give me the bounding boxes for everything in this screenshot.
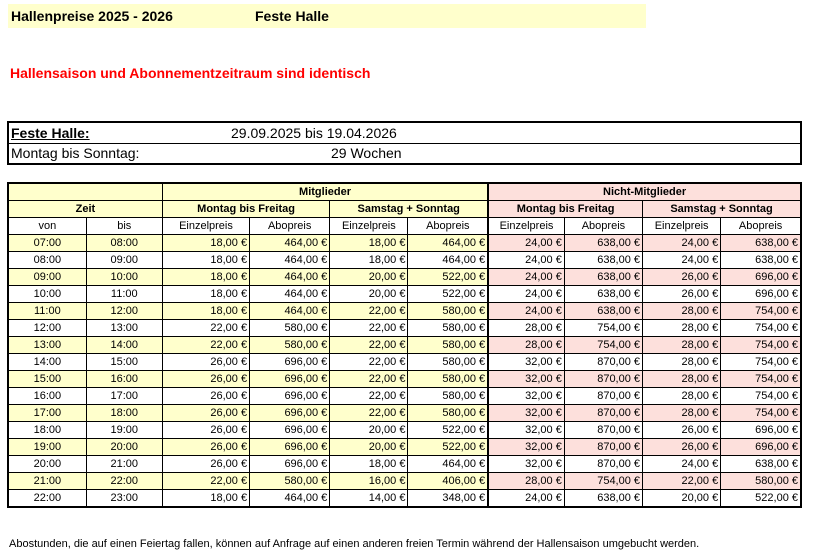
member-weekday-abo: 696,00 €: [250, 371, 330, 388]
table-row: [8, 337, 801, 354]
nonmember-weekend-single: 26,00 €: [643, 269, 721, 286]
nonmember-weekday-abo: 870,00 €: [564, 354, 642, 371]
info-box: [7, 121, 802, 165]
nonmember-weekend-single: 28,00 €: [643, 320, 721, 337]
time-to: 09:00: [86, 252, 162, 269]
member-weekday-single: 26,00 €: [162, 354, 249, 371]
member-weekday-abo: 696,00 €: [250, 456, 330, 473]
nonmember-weekday-abo: 638,00 €: [564, 490, 642, 508]
member-weekend-single: 22,00 €: [330, 405, 408, 422]
nonmember-weekday-abo: 870,00 €: [564, 371, 642, 388]
time-from: 15:00: [8, 371, 86, 388]
time-to: 13:00: [86, 320, 162, 337]
table-row: [8, 286, 801, 303]
header-members-weekend: Samstag + Sonntag: [330, 201, 488, 218]
member-weekend-abo: 580,00 €: [408, 303, 488, 320]
table-row: [8, 269, 801, 286]
table-row: [8, 473, 801, 490]
member-weekend-abo: 464,00 €: [408, 235, 488, 252]
header-non-members: Nicht-Mitglieder: [488, 183, 801, 201]
header-members: Mitglieder: [162, 183, 488, 201]
time-from: 13:00: [8, 337, 86, 354]
table-row: [8, 235, 801, 252]
price-table: [7, 182, 802, 508]
time-to: 15:00: [86, 354, 162, 371]
col-von: von: [8, 218, 86, 235]
col-abopreis: Abopreis: [250, 218, 330, 235]
nonmember-weekday-single: 28,00 €: [488, 320, 564, 337]
nonmember-weekend-abo: 754,00 €: [721, 371, 801, 388]
member-weekday-single: 22,00 €: [162, 337, 249, 354]
time-from: 12:00: [8, 320, 86, 337]
nonmember-weekend-single: 26,00 €: [643, 286, 721, 303]
nonmember-weekend-single: 24,00 €: [643, 252, 721, 269]
member-weekend-single: 22,00 €: [330, 371, 408, 388]
member-weekday-single: 18,00 €: [162, 286, 249, 303]
nonmember-weekday-abo: 638,00 €: [564, 286, 642, 303]
table-row: [8, 371, 801, 388]
member-weekday-single: 18,00 €: [162, 490, 249, 508]
nonmember-weekday-abo: 638,00 €: [564, 269, 642, 286]
header-blank: [8, 183, 162, 201]
member-weekday-single: 26,00 €: [162, 388, 249, 405]
member-weekend-abo: 348,00 €: [408, 490, 488, 508]
time-from: 19:00: [8, 439, 86, 456]
member-weekday-single: 26,00 €: [162, 371, 249, 388]
table-row: [8, 303, 801, 320]
nonmember-weekend-abo: 754,00 €: [721, 354, 801, 371]
nonmember-weekend-single: 28,00 €: [643, 371, 721, 388]
nonmember-weekend-abo: 580,00 €: [721, 473, 801, 490]
nonmember-weekday-abo: 870,00 €: [564, 388, 642, 405]
member-weekday-single: 26,00 €: [162, 456, 249, 473]
nonmember-weekday-abo: 754,00 €: [564, 320, 642, 337]
nonmember-weekend-abo: 696,00 €: [721, 422, 801, 439]
member-weekday-abo: 464,00 €: [250, 303, 330, 320]
nonmember-weekday-single: 24,00 €: [488, 252, 564, 269]
nonmember-weekend-single: 20,00 €: [643, 490, 721, 508]
member-weekday-single: 18,00 €: [162, 303, 249, 320]
time-from: 08:00: [8, 252, 86, 269]
nonmember-weekend-single: 28,00 €: [643, 405, 721, 422]
footer-note: Abostunden, die auf einen Feiertag fallen, können auf Anfrage auf einen anderen freien Termin während der Hallensaison umgebucht werden.: [9, 538, 700, 550]
member-weekday-abo: 580,00 €: [250, 320, 330, 337]
member-weekday-abo: 696,00 €: [250, 388, 330, 405]
time-to: 18:00: [86, 405, 162, 422]
member-weekday-abo: 580,00 €: [250, 337, 330, 354]
nonmember-weekday-single: 24,00 €: [488, 269, 564, 286]
nonmember-weekday-single: 32,00 €: [488, 405, 564, 422]
time-to: 22:00: [86, 473, 162, 490]
nonmember-weekday-single: 24,00 €: [488, 286, 564, 303]
member-weekday-abo: 464,00 €: [250, 490, 330, 508]
table-row: [8, 354, 801, 371]
member-weekend-single: 20,00 €: [330, 422, 408, 439]
member-weekend-single: 18,00 €: [330, 235, 408, 252]
time-from: 10:00: [8, 286, 86, 303]
nonmember-weekday-abo: 870,00 €: [564, 456, 642, 473]
time-from: 17:00: [8, 405, 86, 422]
time-from: 09:00: [8, 269, 86, 286]
member-weekend-abo: 580,00 €: [408, 354, 488, 371]
member-weekend-single: 20,00 €: [330, 439, 408, 456]
table-row: [8, 252, 801, 269]
col-abopreis: Abopreis: [408, 218, 488, 235]
nonmember-weekend-abo: 754,00 €: [721, 337, 801, 354]
nonmember-weekend-abo: 754,00 €: [721, 388, 801, 405]
nonmember-weekend-abo: 638,00 €: [721, 235, 801, 252]
member-weekend-abo: 464,00 €: [408, 252, 488, 269]
member-weekend-single: 20,00 €: [330, 286, 408, 303]
member-weekday-abo: 580,00 €: [250, 473, 330, 490]
member-weekday-abo: 696,00 €: [250, 439, 330, 456]
nonmember-weekend-single: 24,00 €: [643, 235, 721, 252]
nonmember-weekday-single: 28,00 €: [488, 473, 564, 490]
member-weekend-single: 16,00 €: [330, 473, 408, 490]
member-weekend-abo: 580,00 €: [408, 320, 488, 337]
header-row-columns: [8, 218, 801, 235]
nonmember-weekday-single: 32,00 €: [488, 456, 564, 473]
table-row: [8, 388, 801, 405]
info-weeks: 29 Wochen: [331, 145, 402, 161]
member-weekday-abo: 464,00 €: [250, 286, 330, 303]
member-weekday-single: 26,00 €: [162, 439, 249, 456]
member-weekend-single: 18,00 €: [330, 456, 408, 473]
time-from: 18:00: [8, 422, 86, 439]
nonmember-weekday-single: 32,00 €: [488, 422, 564, 439]
time-to: 12:00: [86, 303, 162, 320]
member-weekday-single: 22,00 €: [162, 320, 249, 337]
member-weekday-single: 18,00 €: [162, 269, 249, 286]
member-weekend-abo: 580,00 €: [408, 371, 488, 388]
col-abopreis: Abopreis: [721, 218, 801, 235]
header-non-members-weekdays: Montag bis Freitag: [488, 201, 642, 218]
time-to: 16:00: [86, 371, 162, 388]
nonmember-weekend-single: 28,00 €: [643, 337, 721, 354]
info-row-weeks: [9, 143, 800, 163]
nonmember-weekend-abo: 638,00 €: [721, 456, 801, 473]
time-from: 21:00: [8, 473, 86, 490]
nonmember-weekday-single: 28,00 €: [488, 337, 564, 354]
member-weekday-abo: 464,00 €: [250, 269, 330, 286]
time-to: 08:00: [86, 235, 162, 252]
member-weekend-single: 18,00 €: [330, 252, 408, 269]
time-to: 21:00: [86, 456, 162, 473]
nonmember-weekend-single: 26,00 €: [643, 439, 721, 456]
nonmember-weekday-single: 24,00 €: [488, 303, 564, 320]
member-weekday-abo: 464,00 €: [250, 235, 330, 252]
member-weekend-abo: 464,00 €: [408, 456, 488, 473]
col-einzelpreis: Einzelpreis: [162, 218, 249, 235]
nonmember-weekday-abo: 638,00 €: [564, 235, 642, 252]
member-weekday-single: 18,00 €: [162, 252, 249, 269]
page-title: Hallenpreise 2025 - 2026: [11, 8, 173, 24]
member-weekday-abo: 696,00 €: [250, 422, 330, 439]
time-to: 11:00: [86, 286, 162, 303]
nonmember-weekend-abo: 754,00 €: [721, 405, 801, 422]
nonmember-weekend-abo: 522,00 €: [721, 490, 801, 508]
nonmember-weekend-abo: 696,00 €: [721, 439, 801, 456]
nonmember-weekend-abo: 696,00 €: [721, 286, 801, 303]
nonmember-weekend-abo: 754,00 €: [721, 320, 801, 337]
time-from: 20:00: [8, 456, 86, 473]
member-weekend-abo: 522,00 €: [408, 422, 488, 439]
nonmember-weekday-single: 32,00 €: [488, 388, 564, 405]
info-row-period: [9, 123, 800, 144]
nonmember-weekend-abo: 696,00 €: [721, 269, 801, 286]
price-table-body: [8, 235, 801, 508]
nonmember-weekend-single: 28,00 €: [643, 354, 721, 371]
hall-name: Feste Halle: [255, 8, 329, 24]
col-einzelpreis: Einzelpreis: [330, 218, 408, 235]
member-weekend-single: 22,00 €: [330, 303, 408, 320]
member-weekend-single: 20,00 €: [330, 269, 408, 286]
time-from: 07:00: [8, 235, 86, 252]
nonmember-weekday-abo: 870,00 €: [564, 422, 642, 439]
nonmember-weekday-abo: 638,00 €: [564, 252, 642, 269]
time-to: 10:00: [86, 269, 162, 286]
header-non-members-weekend: Samstag + Sonntag: [643, 201, 801, 218]
time-to: 17:00: [86, 388, 162, 405]
member-weekend-single: 14,00 €: [330, 490, 408, 508]
nonmember-weekend-single: 28,00 €: [643, 303, 721, 320]
nonmember-weekday-single: 24,00 €: [488, 490, 564, 508]
col-abopreis: Abopreis: [564, 218, 642, 235]
nonmember-weekday-single: 32,00 €: [488, 439, 564, 456]
nonmember-weekday-abo: 638,00 €: [564, 303, 642, 320]
nonmember-weekend-single: 24,00 €: [643, 456, 721, 473]
header-zeit: Zeit: [8, 201, 162, 218]
title-bar: [8, 4, 646, 28]
nonmember-weekday-abo: 754,00 €: [564, 473, 642, 490]
member-weekday-single: 22,00 €: [162, 473, 249, 490]
member-weekday-single: 26,00 €: [162, 405, 249, 422]
nonmember-weekday-abo: 870,00 €: [564, 439, 642, 456]
member-weekend-abo: 522,00 €: [408, 286, 488, 303]
time-to: 23:00: [86, 490, 162, 508]
table-row: [8, 405, 801, 422]
time-from: 22:00: [8, 490, 86, 508]
time-from: 11:00: [8, 303, 86, 320]
nonmember-weekday-single: 32,00 €: [488, 371, 564, 388]
member-weekend-single: 22,00 €: [330, 354, 408, 371]
nonmember-weekend-single: 26,00 €: [643, 422, 721, 439]
info-label-hall: Feste Halle:: [11, 125, 90, 141]
member-weekend-abo: 580,00 €: [408, 388, 488, 405]
time-from: 16:00: [8, 388, 86, 405]
nonmember-weekday-abo: 870,00 €: [564, 405, 642, 422]
col-einzelpreis: Einzelpreis: [643, 218, 721, 235]
member-weekend-single: 22,00 €: [330, 388, 408, 405]
member-weekday-abo: 464,00 €: [250, 252, 330, 269]
nonmember-weekend-single: 22,00 €: [643, 473, 721, 490]
member-weekend-abo: 580,00 €: [408, 337, 488, 354]
table-row: [8, 490, 801, 508]
time-to: 14:00: [86, 337, 162, 354]
time-from: 14:00: [8, 354, 86, 371]
table-row: [8, 320, 801, 337]
info-label-days: Montag bis Sonntag:: [11, 145, 140, 161]
member-weekend-abo: 522,00 €: [408, 439, 488, 456]
nonmember-weekend-single: 28,00 €: [643, 388, 721, 405]
member-weekend-abo: 580,00 €: [408, 405, 488, 422]
nonmember-weekday-abo: 754,00 €: [564, 337, 642, 354]
nonmember-weekend-abo: 638,00 €: [721, 252, 801, 269]
nonmember-weekday-single: 32,00 €: [488, 354, 564, 371]
member-weekend-abo: 522,00 €: [408, 269, 488, 286]
member-weekend-single: 22,00 €: [330, 337, 408, 354]
header-row-group: [8, 183, 801, 201]
time-to: 19:00: [86, 422, 162, 439]
nonmember-weekday-single: 24,00 €: [488, 235, 564, 252]
member-weekday-abo: 696,00 €: [250, 405, 330, 422]
member-weekend-single: 22,00 €: [330, 320, 408, 337]
table-row: [8, 456, 801, 473]
member-weekday-single: 18,00 €: [162, 235, 249, 252]
table-row: [8, 422, 801, 439]
col-einzelpreis: Einzelpreis: [488, 218, 564, 235]
subtitle: Hallensaison und Abonnementzeitraum sind identisch: [10, 65, 371, 81]
nonmember-weekend-abo: 754,00 €: [721, 303, 801, 320]
col-bis: bis: [86, 218, 162, 235]
info-period: 29.09.2025 bis 19.04.2026: [231, 125, 397, 141]
header-row-days: [8, 201, 801, 218]
member-weekend-abo: 406,00 €: [408, 473, 488, 490]
time-to: 20:00: [86, 439, 162, 456]
table-row: [8, 439, 801, 456]
member-weekday-abo: 696,00 €: [250, 354, 330, 371]
header-members-weekdays: Montag bis Freitag: [162, 201, 329, 218]
member-weekday-single: 26,00 €: [162, 422, 249, 439]
